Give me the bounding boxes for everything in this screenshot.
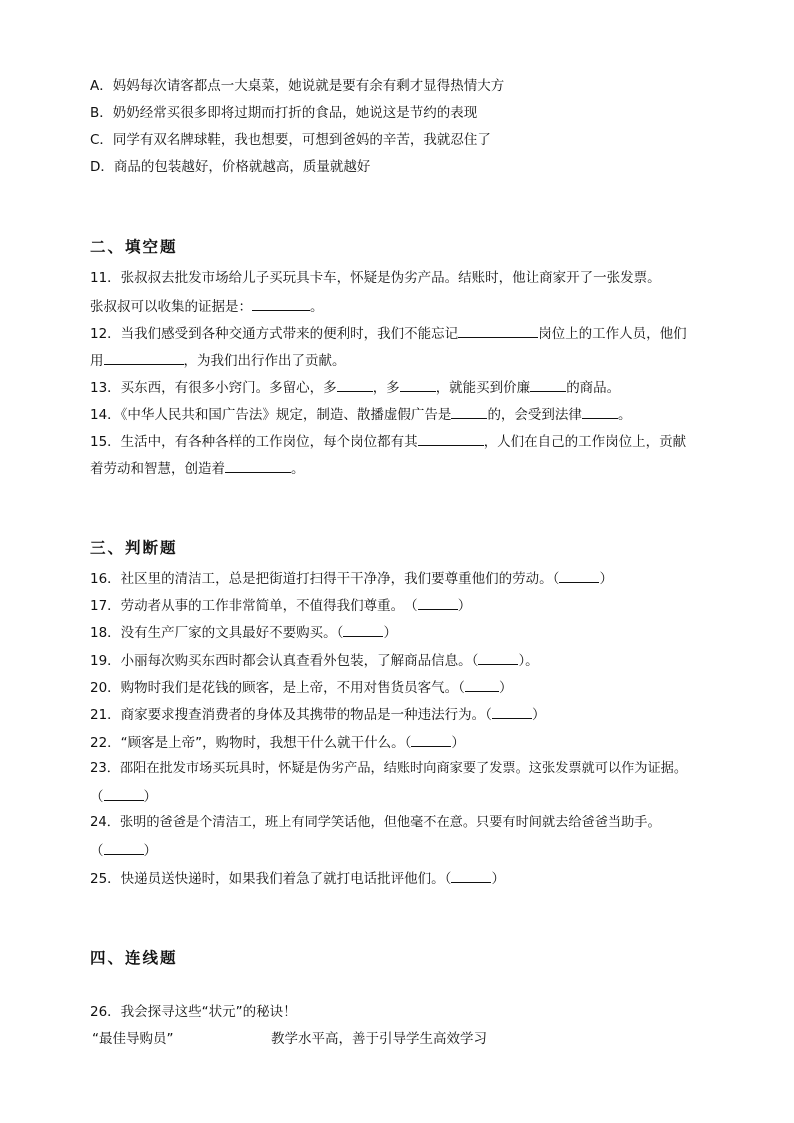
question-17-text: 17．劳动者从事的工作非常简单，不值得我们尊重。 （	[90, 598, 418, 614]
answer-blank[interactable]	[104, 349, 184, 365]
question-11-text: 张叔叔可以收集的证据是：	[90, 299, 252, 315]
question-19	[90, 650, 539, 671]
question-12-text-c: 用	[90, 353, 104, 369]
question-18-text: 18．没有生产厂家的文具最好不要购买。（	[90, 625, 344, 641]
option-b: B．奶奶经常买很多即将过期而打折的食品，她说这是节约的表现	[90, 105, 478, 121]
question-13	[90, 376, 620, 398]
question-13-text-a: 13．买东西，有很多小窍门。多留心，多	[90, 380, 337, 396]
question-17	[90, 595, 471, 616]
question-20-text: 20．购物时我们是花钱的顾客，是上帝，不用对售货员客气。（	[90, 680, 465, 696]
answer-blank[interactable]	[582, 403, 618, 419]
question-26: 26．我会探寻这些“状元”的秘诀！	[90, 1004, 297, 1020]
answer-blank[interactable]	[465, 677, 499, 692]
section-heading-fill-in: 二、填空题	[90, 237, 178, 256]
question-21-text: 21．商家要求搜查消费者的身体及其携带的物品是一种违法行为。（	[90, 707, 492, 723]
question-16-text: 16．社区里的清洁工，总是把街道打扫得干干净净，我们要尊重他们的劳动。（	[90, 571, 560, 587]
answer-blank[interactable]	[451, 403, 487, 419]
answer-blank[interactable]	[559, 568, 599, 583]
answer-blank[interactable]	[252, 295, 310, 311]
answer-blank[interactable]	[225, 457, 291, 473]
match-left-item[interactable]: “最佳导购员”	[92, 1031, 174, 1047]
close-paren: ）	[599, 571, 613, 587]
question-15-line-2	[90, 457, 305, 479]
question-22-text: 22．“顾客是上帝”，购物时，我想干什么就干什么。（	[90, 735, 412, 751]
question-24-line-1: 24．张明的爸爸是个清洁工，班上有同学笑话他，但他毫不在意。只要有时间就去给爸爸当助手。	[90, 815, 661, 830]
question-11-line-1: 11．张叔叔去批发市场给儿子买玩具卡车，怀疑是伪劣产品。结账时，他让商家开了一张发票。	[90, 270, 661, 286]
question-13-text-b: ，多	[372, 380, 400, 396]
question-19-text: 19．小丽每次购买东西时都会认真查看外包装，了解商品信息。（	[90, 653, 479, 669]
question-16	[90, 568, 613, 589]
close-paren: ）	[383, 625, 397, 641]
question-11-end: 。	[310, 299, 324, 315]
answer-blank[interactable]	[458, 322, 538, 338]
question-14-text-b: 的，会受到法律	[487, 407, 582, 423]
question-14-text-c: 。	[617, 407, 632, 423]
match-right-item[interactable]: 教学水平高，善于引导学生高效学习	[271, 1031, 487, 1047]
question-21	[90, 704, 545, 725]
question-12-line-2	[90, 349, 346, 371]
answer-blank[interactable]	[530, 376, 566, 392]
question-18	[90, 622, 397, 643]
close-paren: ）	[143, 789, 157, 805]
question-15-text-a: 15．生活中，有各种各样的工作岗位，每个岗位都有其	[90, 434, 418, 450]
question-15-line-1	[90, 430, 686, 452]
answer-blank[interactable]	[400, 376, 436, 392]
question-12-text-b: 岗位上的工作人员，他们	[538, 326, 687, 342]
question-23-line-2	[90, 786, 157, 807]
answer-blank[interactable]	[411, 732, 451, 747]
section-heading-matching: 四、连线题	[90, 948, 178, 967]
answer-blank[interactable]	[478, 650, 518, 665]
answer-blank[interactable]	[104, 786, 144, 801]
question-24-line-2	[90, 840, 157, 861]
question-14-text-a: 14．《中华人民共和国广告法》规定，制造、散播虚假广告是	[90, 407, 452, 423]
open-paren: （	[90, 843, 104, 859]
answer-blank[interactable]	[343, 622, 383, 637]
question-13-text-c: ，就能买到价廉	[435, 380, 531, 396]
option-d: D．商品的包装越好，价格就越高，质量就越好	[90, 159, 371, 175]
question-12-text-a: 12．当我们感受到各种交通方式带来的便利时，我们不能忘记	[90, 326, 459, 342]
option-c: C．同学有双名牌球鞋，我也想要，可想到爸妈的辛苦，我就忍住了	[90, 132, 491, 148]
question-22	[90, 732, 465, 753]
question-20	[90, 677, 512, 698]
question-12-line-1	[90, 322, 687, 344]
question-13-text-d: 的商品。	[566, 380, 621, 396]
question-15-text-c: 着劳动和智慧，创造着	[90, 461, 225, 477]
question-25-text: 25．快递员送快递时，如果我们着急了就打电话批评他们。（	[90, 871, 452, 887]
question-11-line-2	[90, 295, 324, 317]
close-paren: ）	[143, 843, 157, 859]
answer-blank[interactable]	[451, 868, 491, 883]
question-12-text-d: ，为我们出行作出了贡献。	[183, 353, 346, 369]
question-19-end: ）。	[518, 653, 539, 669]
answer-blank[interactable]	[104, 840, 144, 855]
close-paren: ）	[531, 707, 546, 723]
question-23-line-1: 23．邵阳在批发市场买玩具时，怀疑是伪劣产品，结账时向商家要了发票。这张发票就可以作为证据。	[90, 761, 688, 776]
close-paren: ）	[457, 598, 472, 614]
question-14	[90, 403, 631, 425]
option-a: A．妈妈每次请客都点一大桌菜，她说就是要有余有剩才显得热情大方	[90, 78, 505, 94]
section-heading-true-false: 三、判断题	[90, 538, 178, 557]
close-paren: ）	[498, 680, 513, 696]
answer-blank[interactable]	[337, 376, 373, 392]
close-paren: ）	[491, 871, 505, 887]
question-15-text-d: 。	[291, 461, 305, 477]
question-25	[90, 868, 505, 889]
close-paren: ）	[451, 735, 465, 751]
answer-blank[interactable]	[418, 430, 484, 446]
answer-blank[interactable]	[492, 704, 532, 719]
answer-blank[interactable]	[418, 595, 458, 610]
question-15-text-b: ，人们在自己的工作岗位上，贡献	[483, 434, 687, 450]
open-paren: （	[90, 789, 104, 805]
